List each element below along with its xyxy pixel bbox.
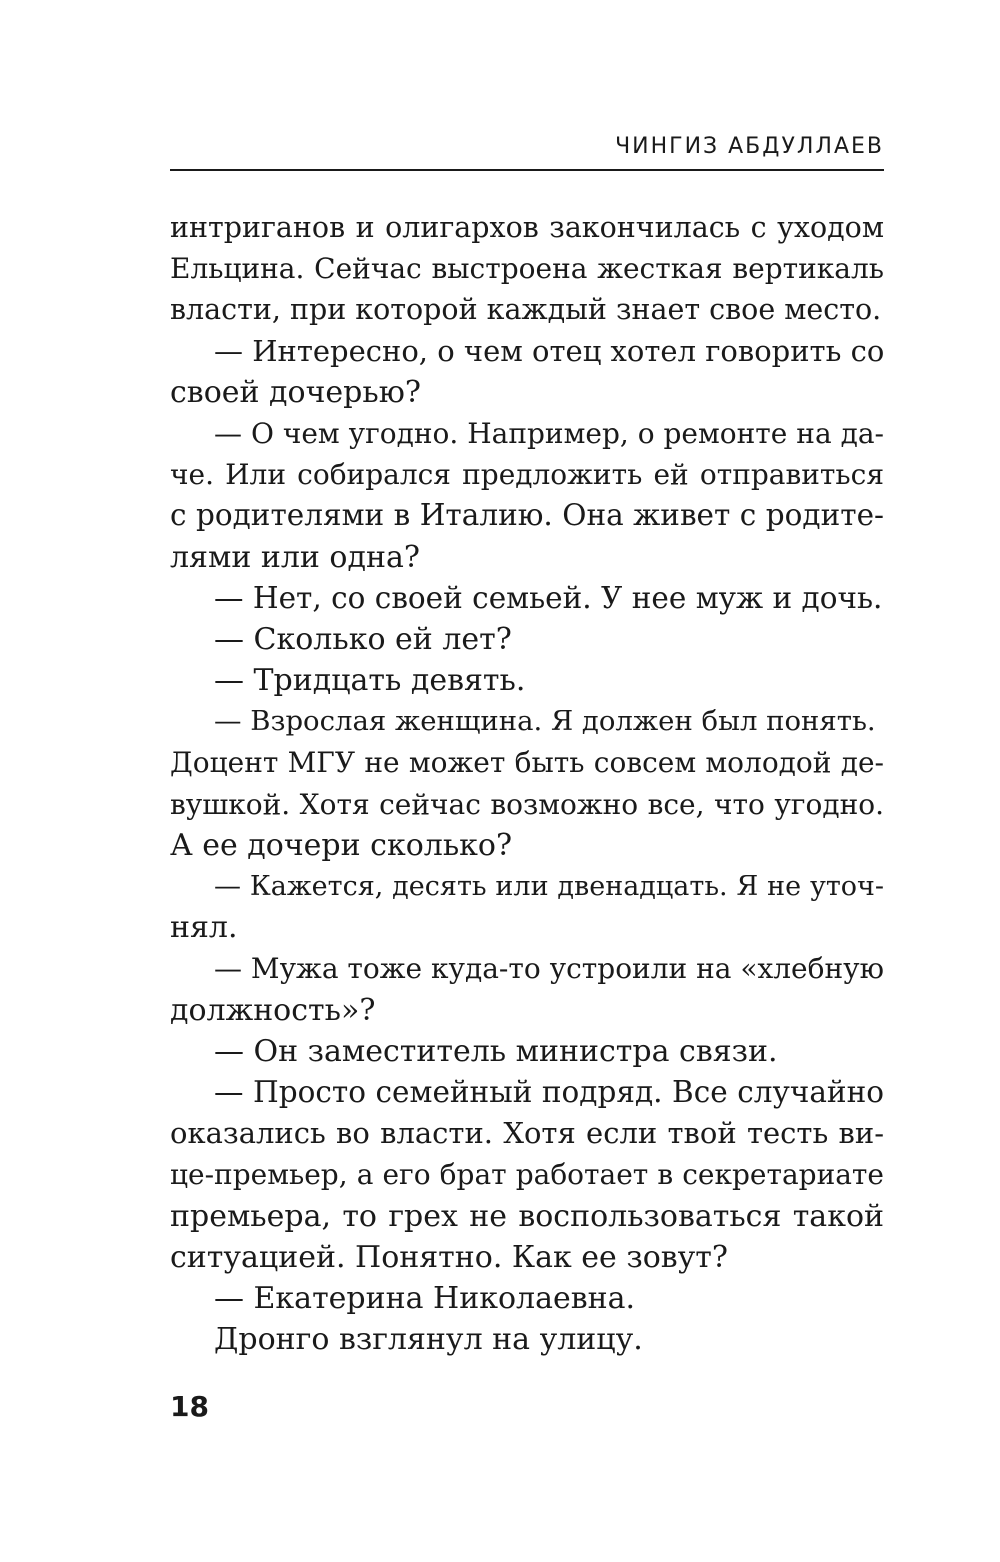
text-line: — Взрослая женщина. Я должен был понять.: [214, 705, 876, 738]
text-line: с родителями в Италию. Она живет с родите-: [170, 498, 884, 533]
text-line: оказались во власти. Хотя если твой тесть ви-: [170, 1116, 884, 1151]
text-line: — Просто семейный подряд. Все случайно: [214, 1074, 884, 1109]
text-line: че. Или собирался предложить ей отправиться: [170, 458, 884, 492]
text-line: А ее дочери сколько?: [170, 827, 513, 863]
text-line: Ельцина. Сейчас выстроена жесткая вертикаль: [170, 252, 884, 286]
text-line: премьера, то грех не воспользоваться такой: [170, 1198, 884, 1234]
text-line: — О чем угодно. Например, о ремонте на да-: [214, 416, 884, 450]
text-line: — Тридцать девять.: [214, 663, 526, 699]
text-line: — Интересно, о чем отец хотел говорить со: [214, 333, 885, 368]
text-line: — Сколько ей лет?: [214, 621, 512, 657]
text-line: интриганов и олигархов закончилась с уходом: [170, 211, 884, 244]
text-line: — Нет, со своей семьей. У нее муж и дочь.: [214, 580, 883, 615]
text-line: Доцент МГУ не может быть совсем молодой де-: [170, 746, 884, 780]
text-line: вушкой. Хотя сейчас возможно все, что угодно.: [170, 787, 884, 821]
text-line: це-премьер, а его брат работает в секретариате: [170, 1158, 884, 1192]
text-line: ситуацией. Понятно. Как ее зовут?: [170, 1239, 728, 1275]
text-line: своей дочерью?: [170, 374, 421, 410]
text-line: нял.: [170, 910, 238, 946]
body-text: [170, 207, 884, 1360]
text-line: — Екатерина Николаевна.: [214, 1280, 636, 1316]
page-number: 18: [170, 1390, 209, 1423]
text-line: — Мужа тоже куда-то устроили на «хлебную: [214, 952, 884, 986]
text-line: Дронго взглянул на улицу.: [214, 1322, 643, 1358]
header-rule: [170, 169, 884, 171]
running-head-author: ЧИНГИЗ АБДУЛЛАЕВ: [615, 134, 884, 159]
text-line: власти, при которой каждый знает свое место.: [170, 293, 882, 327]
text-line: лями или одна?: [170, 539, 420, 575]
text-line: — Он заместитель министра связи.: [214, 1033, 778, 1069]
text-line: — Кажется, десять или двенадцать. Я не уточ-: [214, 871, 884, 902]
text-line: должность»?: [170, 992, 376, 1028]
